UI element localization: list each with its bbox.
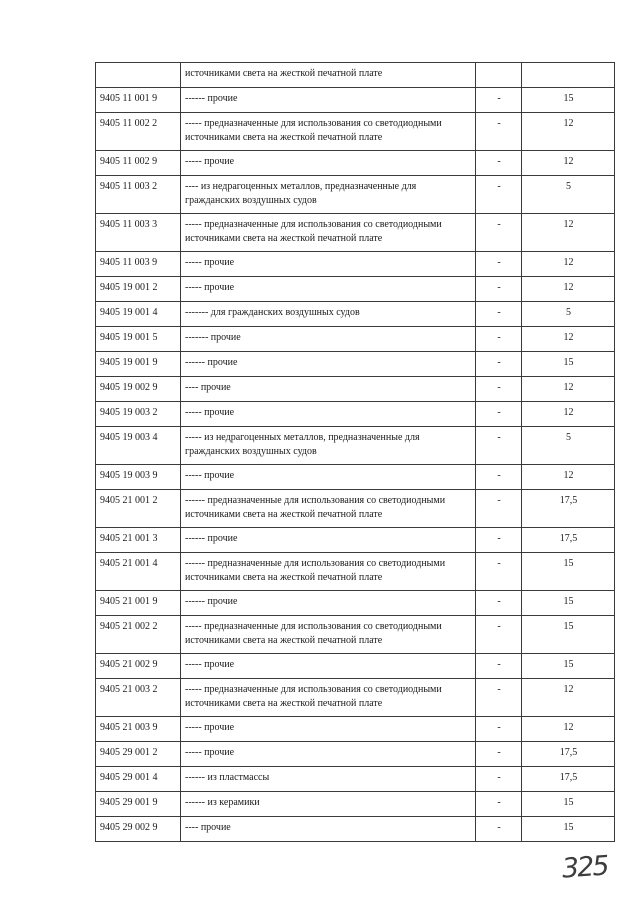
table-row xyxy=(96,528,615,553)
hs-code-cell: 9405 19 001 9 xyxy=(96,352,181,377)
description-cell: ----- прочие xyxy=(181,465,476,490)
table-row xyxy=(96,654,615,679)
duty-rate-cell: 12 xyxy=(522,214,615,252)
unit-cell: - xyxy=(476,113,522,151)
description-cell: ----- прочие xyxy=(181,252,476,277)
duty-rate-cell: 12 xyxy=(522,252,615,277)
table-row xyxy=(96,767,615,792)
table-row xyxy=(96,402,615,427)
hs-code-cell: 9405 11 002 9 xyxy=(96,151,181,176)
duty-rate-cell: 12 xyxy=(522,377,615,402)
table-row xyxy=(96,465,615,490)
description-cell: ---- прочие xyxy=(181,377,476,402)
description-cell: ---- прочие xyxy=(181,817,476,842)
table-row xyxy=(96,214,615,252)
table-row xyxy=(96,377,615,402)
table-row xyxy=(96,176,615,214)
tariff-table-body xyxy=(96,63,615,842)
duty-rate-cell: 5 xyxy=(522,176,615,214)
unit-cell: - xyxy=(476,302,522,327)
description-cell: ------ прочие xyxy=(181,88,476,113)
description-cell: ----- прочие xyxy=(181,402,476,427)
table-row xyxy=(96,817,615,842)
description-cell: ----- прочие xyxy=(181,151,476,176)
unit-cell: - xyxy=(476,616,522,654)
unit-cell: - xyxy=(476,176,522,214)
table-row xyxy=(96,616,615,654)
hs-code-cell: 9405 29 002 9 xyxy=(96,817,181,842)
unit-cell: - xyxy=(476,717,522,742)
unit-cell: - xyxy=(476,654,522,679)
table-row xyxy=(96,352,615,377)
duty-rate-cell xyxy=(522,63,615,88)
duty-rate-cell: 12 xyxy=(522,465,615,490)
hs-code-cell: 9405 19 003 4 xyxy=(96,427,181,465)
hs-code-cell: 9405 29 001 4 xyxy=(96,767,181,792)
hs-code-cell: 9405 19 002 9 xyxy=(96,377,181,402)
duty-rate-cell: 12 xyxy=(522,717,615,742)
table-row xyxy=(96,591,615,616)
unit-cell: - xyxy=(476,277,522,302)
description-cell: ------ предназначенные для использования со светодиодными источниками света на жесткой печатной плате xyxy=(181,553,476,591)
description-cell: ------ из керамики xyxy=(181,792,476,817)
unit-cell xyxy=(476,63,522,88)
table-row xyxy=(96,151,615,176)
description-cell: ------ предназначенные для использования со светодиодными источниками света на жесткой печатной плате xyxy=(181,490,476,528)
duty-rate-cell: 12 xyxy=(522,679,615,717)
duty-rate-cell: 15 xyxy=(522,88,615,113)
hs-code-cell: 9405 19 001 4 xyxy=(96,302,181,327)
unit-cell: - xyxy=(476,427,522,465)
description-cell: ----- из недрагоценных металлов, предназначенные для гражданских воздушных судов xyxy=(181,427,476,465)
duty-rate-cell: 5 xyxy=(522,302,615,327)
duty-rate-cell: 15 xyxy=(522,792,615,817)
unit-cell: - xyxy=(476,591,522,616)
tariff-table xyxy=(95,62,615,842)
hs-code-cell: 9405 19 003 2 xyxy=(96,402,181,427)
duty-rate-cell: 15 xyxy=(522,654,615,679)
table-row xyxy=(96,88,615,113)
duty-rate-cell: 12 xyxy=(522,113,615,151)
description-cell: ---- из недрагоценных металлов, предназначенные для гражданских воздушных судов xyxy=(181,176,476,214)
hs-code-cell: 9405 11 002 2 xyxy=(96,113,181,151)
unit-cell: - xyxy=(476,767,522,792)
hs-code-cell: 9405 19 001 2 xyxy=(96,277,181,302)
description-cell: ------ прочие xyxy=(181,528,476,553)
hs-code-cell: 9405 29 001 9 xyxy=(96,792,181,817)
description-cell: ------- прочие xyxy=(181,327,476,352)
table-row xyxy=(96,252,615,277)
table-row xyxy=(96,717,615,742)
table-row xyxy=(96,553,615,591)
unit-cell: - xyxy=(476,88,522,113)
table-row xyxy=(96,679,615,717)
duty-rate-cell: 17,5 xyxy=(522,528,615,553)
description-cell: ----- прочие xyxy=(181,717,476,742)
description-cell: ----- предназначенные для использования со светодиодными источниками света на жесткой печатной плате xyxy=(181,616,476,654)
duty-rate-cell: 17,5 xyxy=(522,742,615,767)
duty-rate-cell: 15 xyxy=(522,553,615,591)
duty-rate-cell: 15 xyxy=(522,591,615,616)
unit-cell: - xyxy=(476,792,522,817)
duty-rate-cell: 5 xyxy=(522,427,615,465)
table-row xyxy=(96,113,615,151)
table-row xyxy=(96,327,615,352)
duty-rate-cell: 17,5 xyxy=(522,767,615,792)
description-cell: ----- предназначенные для использования со светодиодными источниками света на жесткой печатной плате xyxy=(181,214,476,252)
table-row xyxy=(96,277,615,302)
hs-code-cell: 9405 21 003 2 xyxy=(96,679,181,717)
unit-cell: - xyxy=(476,151,522,176)
hs-code-cell: 9405 19 003 9 xyxy=(96,465,181,490)
hs-code-cell: 9405 11 003 9 xyxy=(96,252,181,277)
description-cell: ------ прочие xyxy=(181,591,476,616)
hs-code-cell: 9405 21 001 3 xyxy=(96,528,181,553)
hs-code-cell: 9405 29 001 2 xyxy=(96,742,181,767)
unit-cell: - xyxy=(476,742,522,767)
hs-code-cell: 9405 21 001 2 xyxy=(96,490,181,528)
hs-code-cell: 9405 21 003 9 xyxy=(96,717,181,742)
description-cell: ------ из пластмассы xyxy=(181,767,476,792)
unit-cell: - xyxy=(476,402,522,427)
hs-code-cell: 9405 11 003 2 xyxy=(96,176,181,214)
duty-rate-cell: 12 xyxy=(522,402,615,427)
table-row xyxy=(96,63,615,88)
hs-code-cell: 9405 11 003 3 xyxy=(96,214,181,252)
hs-code-cell: 9405 21 001 4 xyxy=(96,553,181,591)
description-cell: ------- для гражданских воздушных судов xyxy=(181,302,476,327)
duty-rate-cell: 12 xyxy=(522,277,615,302)
unit-cell: - xyxy=(476,817,522,842)
table-row xyxy=(96,490,615,528)
unit-cell: - xyxy=(476,214,522,252)
description-cell: источниками света на жесткой печатной плате xyxy=(181,63,476,88)
table-row xyxy=(96,792,615,817)
unit-cell: - xyxy=(476,679,522,717)
unit-cell: - xyxy=(476,528,522,553)
table-row xyxy=(96,427,615,465)
unit-cell: - xyxy=(476,352,522,377)
unit-cell: - xyxy=(476,465,522,490)
table-row xyxy=(96,302,615,327)
unit-cell: - xyxy=(476,327,522,352)
unit-cell: - xyxy=(476,490,522,528)
duty-rate-cell: 17,5 xyxy=(522,490,615,528)
table-row xyxy=(96,742,615,767)
description-cell: ----- прочие xyxy=(181,742,476,767)
duty-rate-cell: 15 xyxy=(522,616,615,654)
description-cell: ----- предназначенные для использования со светодиодными источниками света на жесткой печатной плате xyxy=(181,113,476,151)
duty-rate-cell: 12 xyxy=(522,327,615,352)
unit-cell: - xyxy=(476,553,522,591)
description-cell: ----- предназначенные для использования со светодиодными источниками света на жесткой печатной плате xyxy=(181,679,476,717)
hs-code-cell: 9405 21 001 9 xyxy=(96,591,181,616)
description-cell: ----- прочие xyxy=(181,654,476,679)
hs-code-cell: 9405 21 002 2 xyxy=(96,616,181,654)
duty-rate-cell: 12 xyxy=(522,151,615,176)
hs-code-cell xyxy=(96,63,181,88)
hs-code-cell: 9405 11 001 9 xyxy=(96,88,181,113)
duty-rate-cell: 15 xyxy=(522,817,615,842)
handwritten-page-number: 325 xyxy=(560,850,609,885)
hs-code-cell: 9405 21 002 9 xyxy=(96,654,181,679)
description-cell: ------ прочие xyxy=(181,352,476,377)
unit-cell: - xyxy=(476,252,522,277)
description-cell: ----- прочие xyxy=(181,277,476,302)
unit-cell: - xyxy=(476,377,522,402)
hs-code-cell: 9405 19 001 5 xyxy=(96,327,181,352)
duty-rate-cell: 15 xyxy=(522,352,615,377)
